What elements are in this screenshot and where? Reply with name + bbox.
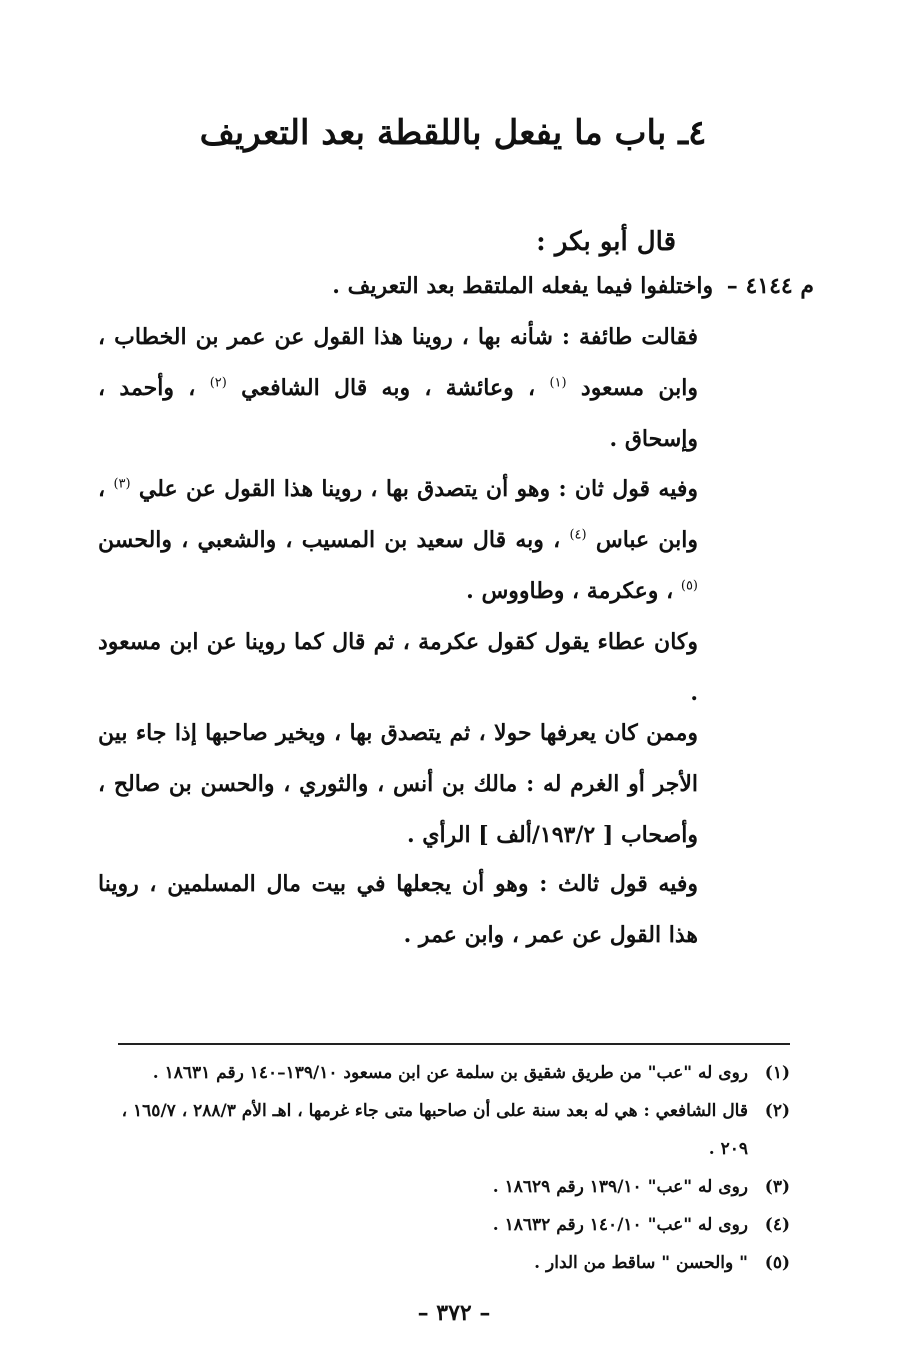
footnote-text: " والحسن " ساقط من الدار .: [534, 1253, 748, 1273]
paragraph-text: ، وأحمد ، وإسحاق .: [98, 375, 698, 452]
chapter-title: ٤ـ باب ما يفعل باللقطة بعد التعريف: [199, 113, 707, 153]
footnote-ref[interactable]: (٢): [209, 375, 227, 391]
footnote-ref[interactable]: (٣): [113, 476, 131, 492]
footnote-mark: (١): [764, 1063, 790, 1083]
footnote-mark: (٣): [764, 1177, 790, 1197]
paragraph-text: ، وابن عباس: [98, 476, 698, 553]
footnote-mark: (٢): [764, 1101, 790, 1121]
footnote-mark: (٥): [764, 1253, 790, 1273]
footnote-1: [100, 1054, 790, 1092]
footnote-ref[interactable]: (٤): [569, 527, 587, 543]
footnote-4: [100, 1206, 790, 1244]
entry-text: واختلفوا فيما يفعله الملتقط بعد التعريف .: [332, 273, 714, 299]
paragraph-text: ، وعائشة ، وبه قال الشافعي: [241, 375, 536, 401]
footnote-ref[interactable]: (٥): [680, 578, 698, 594]
footnote-text: روى له "عب" ١٣٩/١٠ رقم ١٨٦٢٩ .: [492, 1177, 748, 1197]
footnote-5: [100, 1244, 790, 1282]
footnote-mark: (٤): [764, 1215, 790, 1235]
footnote-2: [100, 1092, 790, 1168]
paragraph-2: [98, 464, 698, 617]
footnote-text: روى له "عب" من طريق شقيق بن سلمة عن ابن مسعود ١٣٩/١٠–١٤٠ رقم ١٨٦٣١ .: [152, 1063, 748, 1083]
entry-line: [332, 268, 814, 304]
footnote-ref[interactable]: (١): [549, 375, 567, 391]
paragraph-text: ، وبه قال سعيد بن المسيب ، والشعبي ، والحسن: [98, 527, 561, 553]
footnotes: [100, 1054, 790, 1282]
paragraph-3: وكان عطاء يقول كقول عكرمة ، ثم قال كما روينا عن ابن مسعود .: [98, 629, 698, 706]
page-number: – ٣٧٢ –: [417, 1300, 491, 1326]
entry-number: م ٤١٤٤ –: [726, 273, 814, 299]
paragraph-4: وممن كان يعرفها حولا ، ثم يتصدق بها ، ويخير صاحبها إذا جاء بين الأجر أو الغرم له : مالك بن أنس ، والثوري ، والحسن بن صالح ، وأصحاب [ ١٩٣/٢/ألف ] الرأي .: [98, 720, 698, 848]
paragraph-text: فقالت طائفة : شأنه بها ، روينا هذا القول عن عمر بن الخطاب ، وابن مسعود: [98, 324, 698, 401]
footnote-divider: [118, 1043, 790, 1045]
paragraph-text: وفيه قول ثان : وهو أن يتصدق بها ، روينا هذا القول عن علي: [138, 476, 698, 502]
paragraph-text: ، وعكرمة ، وطاووس .: [466, 578, 674, 604]
paragraph-5: وفيه قول ثالث : وهو أن يجعلها في بيت مال المسلمين ، روينا هذا القول عن عمر ، وابن عمر .: [98, 871, 698, 948]
paragraph-1: [98, 312, 698, 465]
footnote-text: قال الشافعي : هي له بعد سنة على أن صاحبها متى جاء غرمها ، اهـ الأم ٢٨٨/٣ ، ١٦٥/٧ ، ٢٠٩ .: [121, 1101, 748, 1159]
footnote-text: روى له "عب" ١٤٠/١٠ رقم ١٨٦٣٢ .: [492, 1215, 748, 1235]
speaker-heading: قال أبو بكر :: [536, 227, 676, 257]
footnote-3: [100, 1168, 790, 1206]
